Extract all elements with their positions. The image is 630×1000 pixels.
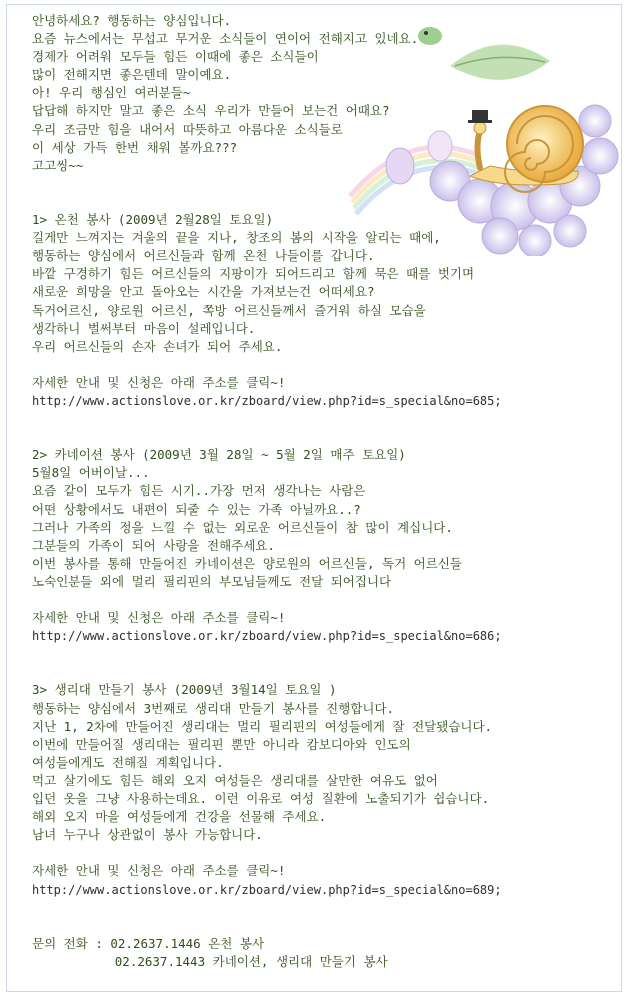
intro-line: 경제가 어려워 모두들 힘든 이때에 좋은 소식들이 xyxy=(32,49,319,65)
section-line: 행동하는 양심에서 어르신들과 함께 온천 나들이를 갑니다. xyxy=(32,248,375,264)
section-line: 입던 옷을 그냥 사용하는데요. 이런 이유로 여성 질환에 노출되기가 쉽습니다. xyxy=(32,791,490,807)
contact-line: 02.2637.1443 카네이션, 생리대 만들기 봉사 xyxy=(32,953,388,969)
section-carnation xyxy=(32,446,612,645)
section-line: 먹고 살기에도 힘든 해외 오지 여성들은 생리대를 살만한 여유도 없어 xyxy=(32,772,438,788)
section-cta: 자세한 안내 및 신청은 아래 주소를 클릭~! xyxy=(32,863,286,879)
intro-line: 많이 전해지면 좋은텐데 말이예요. xyxy=(32,67,232,83)
section-hot-spring xyxy=(32,211,612,410)
section-link[interactable]: http://www.actionslove.or.kr/zboard/view.php?id=s_special&no=686; xyxy=(32,629,502,644)
section-line: 지난 1, 2차에 만들어진 생리대는 멀리 필리핀의 여성들에게 잘 전달됐습니다. xyxy=(32,718,493,734)
intro-line: 우리 조금만 힘을 내어서 따뜻하고 아름다운 소식들로 xyxy=(32,121,343,137)
section-link[interactable]: http://www.actionslove.or.kr/zboard/view.php?id=s_special&no=689; xyxy=(32,882,502,897)
section-line: 이번에 만들어질 생리대는 필리핀 뿐만 아니라 캄보디아와 인도의 xyxy=(32,736,411,752)
section-line: 독거어르신, 양로원 어르신, 쪽방 어르신들께서 즐거워 하실 모습을 xyxy=(32,302,426,318)
intro-line: 답답해 하지만 말고 좋은 소식 우리가 만들어 보는건 어때요? xyxy=(32,103,390,119)
section-line: 어떤 상황에서도 내편이 되줄 수 있는 가족 아닐까요..? xyxy=(32,501,361,517)
section-line: 여성들에게도 전해질 계획입니다. xyxy=(32,754,224,770)
section-link[interactable]: http://www.actionslove.or.kr/zboard/view.php?id=s_special&no=685; xyxy=(32,393,502,408)
section-line: 남녀 누구나 상관없이 봉사 가능합니다. xyxy=(32,827,263,843)
contact-line: 문의 전화 : 02.2637.1446 온천 봉사 xyxy=(32,935,265,951)
section-line: 바깥 구경하기 힘든 어르신들의 지팡이가 되어드리고 함께 묵은 때를 벗기며 xyxy=(32,266,475,282)
intro-paragraph xyxy=(32,12,612,175)
section-cta: 자세한 안내 및 신청은 아래 주소를 클릭~! xyxy=(32,374,286,390)
section-cta: 자세한 안내 및 신청은 아래 주소를 클릭~! xyxy=(32,610,286,626)
section-title: 2> 카네이션 봉사 (2009년 3월 28일 ~ 5월 2일 매주 토요일) xyxy=(32,447,406,463)
section-line: 생각하니 벌써부터 마음이 설레입니다. xyxy=(32,320,256,336)
section-line: 행동하는 양심에서 3번째로 생리대 만들기 봉사를 진행합니다. xyxy=(32,700,395,716)
section-line: 요즘 같이 모두가 힘든 시기..가장 먼저 생각나는 사람은 xyxy=(32,483,366,499)
section-line: 새로운 희망을 안고 돌아오는 시간을 가져보는건 어떠세요? xyxy=(32,284,375,300)
intro-line: 이 세상 가득 한번 채워 볼까요??? xyxy=(32,139,238,155)
intro-line: 고고씽~~ xyxy=(32,157,84,173)
section-line: 이번 봉사를 통해 만들어진 카네이션은 양로원의 어르신들, 독거 어르신들 xyxy=(32,555,462,571)
section-line: 노숙인분들 외에 멀리 필리핀의 부모님들께도 전달 되어집니다 xyxy=(32,573,392,589)
section-sanitary-pad xyxy=(32,681,612,898)
section-title: 3> 생리대 만들기 봉사 (2009년 3월14일 토요일 ) xyxy=(32,682,337,698)
section-line: 길게만 느껴지는 겨울의 끝을 지나, 창조의 봄의 시작을 알리는 때에, xyxy=(32,230,441,246)
contact-info xyxy=(32,935,612,971)
section-title: 1> 온천 봉사 (2009년 2월28일 토요일) xyxy=(32,212,274,228)
intro-line: 아! 우리 행심인 여러분들~ xyxy=(32,85,191,101)
section-line: 우리 어르신들의 손자 손녀가 되어 주세요. xyxy=(32,338,283,354)
section-line: 5월8일 어버이날... xyxy=(32,465,150,481)
notice-content xyxy=(32,12,612,971)
section-line: 그러나 가족의 정을 느낄 수 없는 외로운 어르신들이 참 많이 계십니다. xyxy=(32,519,453,535)
intro-line: 요즘 뉴스에서는 무섭고 무거운 소식들이 연이어 전해지고 있네요. xyxy=(32,31,419,47)
section-line: 해외 오지 마을 여성들에게 건강을 선물해 주세요. xyxy=(32,809,327,825)
section-line: 그분들의 가족이 되어 사랑을 전해주세요. xyxy=(32,537,275,553)
intro-line: 안녕하세요? 행동하는 양심입니다. xyxy=(32,13,232,28)
